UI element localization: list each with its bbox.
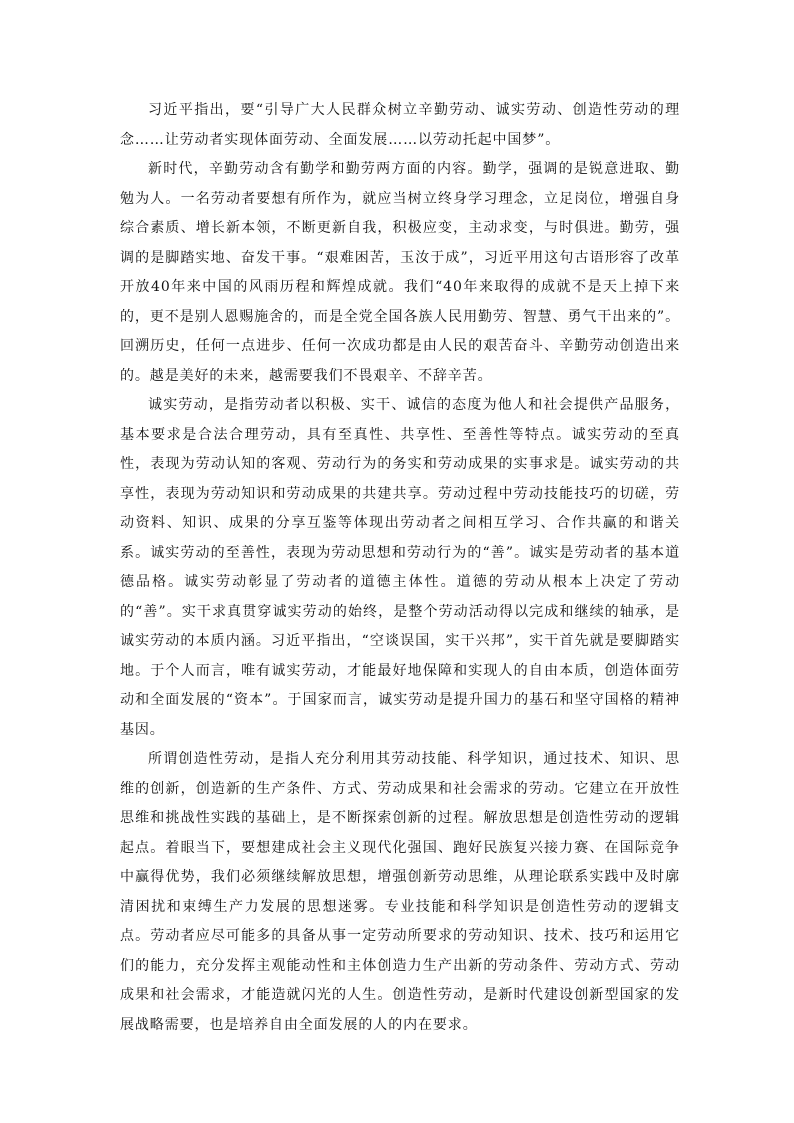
paragraph-4: 所谓创造性劳动，是指人充分利用其劳动技能、科学知识，通过技术、知识、思维的创新，创造新的生产条件、方式、劳动成果和社会需求的劳动。它建立在开放性思维和挑战性实践的基础上，是不断探索创新的过程。解放思想是创造性劳动的逻辑起点。着眼当下，要想建成社会主义现代化强国、跑好民族复兴接力赛、在国际竞争中赢得优势，我们必须继续解放思想，增强创新劳动思维，从理论联系实践中及时廓清困扰和束缚生产力发展的思想迷雾。专业技能和科学知识是创造性劳动的逻辑支点。劳动者应尽可能多的具备从事一定劳动所要求的劳动知识、技术、技巧和运用它们的能力，充分发挥主观能动性和主体创造力生产出新的劳动条件、劳动方式、劳动成果和社会需求，才能造就闪光的人生。创造性劳动，是新时代建设创新型国家的发展战略需要，也是培养自由全面发展的人的内在要求。 <box>120 751 680 1033</box>
paragraph-2: 新时代，辛勤劳动含有勤学和勤劳两方面的内容。勤学，强调的是锐意进取、勤勉为人。一名劳动者要想有所作为，就应当树立终身学习理念，立足岗位，增强自身综合素质、增长新本领，不断更新自我，积极应变，主动求变，与时俱进。勤劳，强调的是脚踏实地、奋发干事。“艰难困苦，玉汝于成”，习近平用这句古语形容了改革开放40年来中国的风雨历程和辉煌成就。我们“40年来取得的成就不是天上掉下来的，更不是别人恩赐施舍的，而是全党全国各族人民用勤劳、智慧、勇气干出来的”。回溯历史，任何一点进步、任何一次成功都是由人民的艰苦奋斗、辛勤劳动创造出来的。越是美好的未来，越需要我们不畏艰辛、不辞辛苦。 <box>120 161 680 384</box>
paragraph-3: 诚实劳动，是指劳动者以积极、实干、诚信的态度为他人和社会提供产品服务，基本要求是合法合理劳动，具有至真性、共享性、至善性等特点。诚实劳动的至真性，表现为劳动认知的客观、劳动行为的务实和劳动成果的实事求是。诚实劳动的共享性，表现为劳动知识和劳动成果的共建共享。劳动过程中劳动技能技巧的切磋，劳动资料、知识、成果的分享互鉴等体现出劳动者之间相互学习、合作共赢的和谐关系。诚实劳动的至善性，表现为劳动思想和劳动行为的“善”。诚实是劳动者的基本道德品格。诚实劳动彰显了劳动者的道德主体性。道德的劳动从根本上决定了劳动的“善”。实干求真贯穿诚实劳动的始终，是整个劳动活动得以完成和继续的轴承，是诚实劳动的本质内涵。习近平指出，“空谈误国，实干兴邦”，实干首先就是要脚踏实地。于个人而言，唯有诚实劳动，才能最好地保障和实现人的自由本质，创造体面劳动和全面发展的“资本”。于国家而言，诚实劳动是提升国力的基石和坚守国格的精神基因。 <box>120 397 680 738</box>
paragraph-1: 习近平指出，要“引导广大人民群众树立辛勤劳动、诚实劳动、创造性劳动的理念……让劳动者实现体面劳动、全面发展……以劳动托起中国梦”。 <box>120 102 680 148</box>
